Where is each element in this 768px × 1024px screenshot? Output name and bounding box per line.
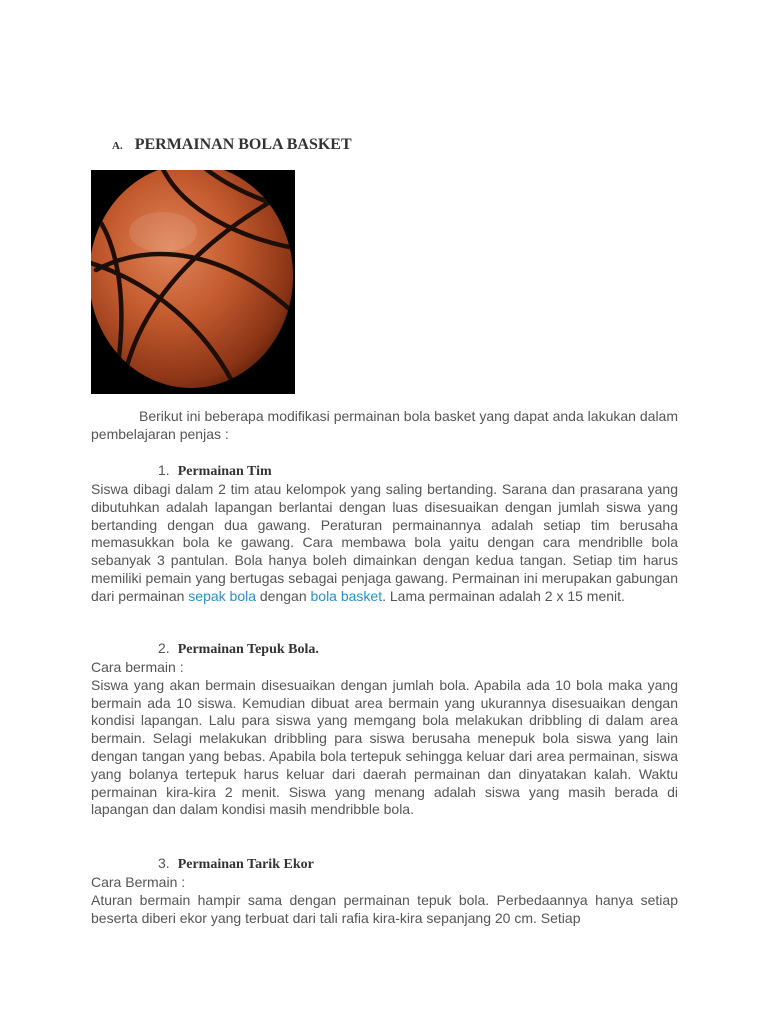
intro-paragraph [91,408,678,444]
item-body-1 [91,481,678,606]
item-title-2: Permainan Tepuk Bola. [177,642,319,657]
item-title-3: Permainan Tarik Ekor [177,857,314,872]
intro-text: Berikut ini beberapa modifikasi permainan bola basket yang dapat anda lakukan dalam pembelajaran penjas : [91,408,678,442]
item-paragraph-1 [91,481,678,606]
item-number-1: 1. [158,462,170,478]
item-body-2 [91,659,678,819]
basketball-photo [91,170,295,394]
link-bola-basket[interactable]: bola basket [310,587,383,604]
basketball-icon [91,170,295,394]
item-heading-3 [158,855,314,873]
item-body-3 [91,874,678,927]
item-label-2: Cara bermain : [91,659,184,675]
item-text-1b: dengan [256,587,311,604]
item-heading-1 [158,462,272,480]
section-title: PERMAINAN BOLA BASKET [134,136,352,153]
item-title-1: Permainan Tim [177,464,272,479]
item-text-1c: . Lama permainan adalah 2 x 15 menit. [382,587,625,604]
item-paragraph-3: Aturan bermain hampir sama dengan permainan tepuk bola. Perbedaannya hanya setiap beserta diberi ekor yang terbuat dari tali rafia kira-kira sepanjang 20 cm. Setiap [91,891,678,926]
item-paragraph-2: Siswa yang akan bermain disesuaikan dengan jumlah bola. Apabila ada 10 bola maka yang bermain ada 10 siswa. Kemudian dibuat area bermain yang ukurannya disesuaikan dengan kondisi lapangan. Lalu para siswa yang memgang bola melakukan dribbling di dalam area bermain. Selagi melakukan dribbling para siswa berusaha menepuk bola siswa yang lain dengan tangan yang bebas. Apabila bola tertepuk sehingga keluar dari area permainan, siswa yang bolanya tertepuk harus keluar dari daerah permainan dan dinyatakan kalah. Waktu permainan kira-kira 2 menit. Siswa yang menang adalah siswa yang masih berada di lapangan dan dalam kondisi masih mendribble bola. [91,676,678,818]
item-number-3: 3. [158,855,170,871]
section-marker: A. [112,140,123,152]
item-number-2: 2. [158,640,170,656]
item-heading-2 [158,640,319,658]
item-text-1a: Siswa dibagi dalam 2 tim atau kelompok yang saling bertanding. Sarana dan prasarana yang dibutuhkan adalah lapangan berlantai dengan luas disesuaikan dengan jumlah siswa yang bertanding dengan dua gawang. Peraturan permainannya adalah setiap tim berusaha memasukkan bola ke gawang. Cara membawa bola yaitu dengan cara mendriblle bola sebanyak 3 pantulan. Bola hanya boleh dimainkan dengan kedua tangan. Setiap tim harus memiliki pemain yang bertugas sebagai penjaga gawang. Permainan ini merupakan gabungan dari permainan [91,481,678,604]
section-heading [112,136,352,154]
item-label-3: Cara Bermain : [91,874,186,890]
link-sepak-bola[interactable]: sepak bola [188,587,256,604]
